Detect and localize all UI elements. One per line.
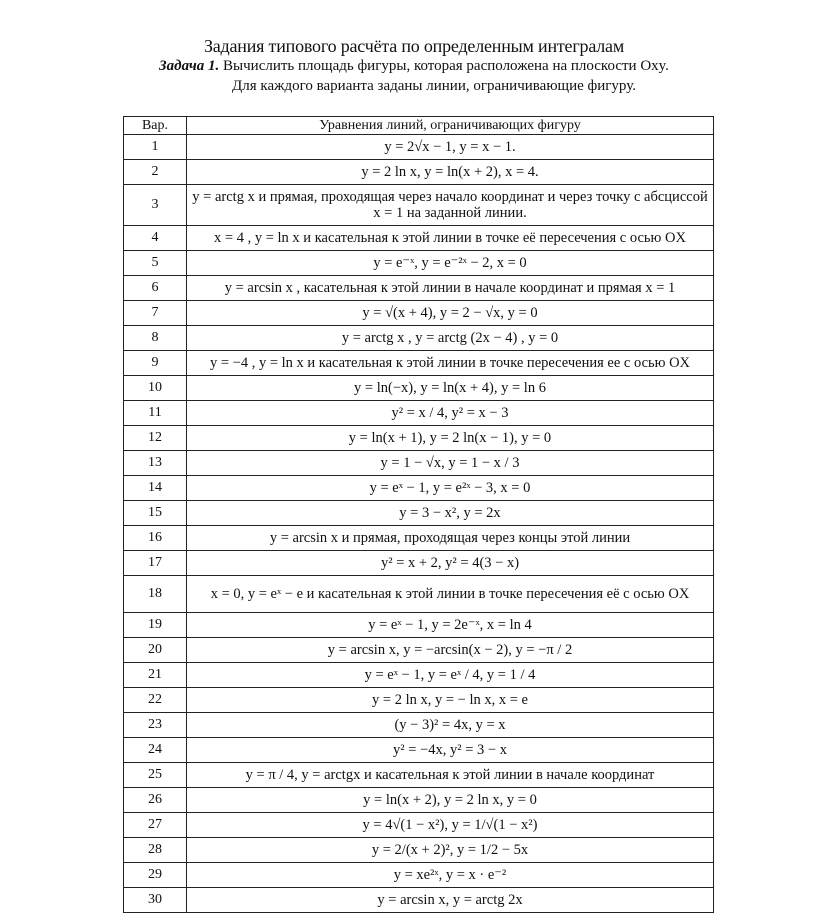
variant-equations: y = 2√x − 1, y = x − 1. (187, 135, 714, 160)
table-row (124, 838, 714, 863)
table-row (124, 501, 714, 526)
variant-number: 3 (124, 185, 187, 226)
variant-number: 2 (124, 160, 187, 185)
variant-number: 29 (124, 863, 187, 888)
column-header-variant: Вар. (124, 117, 187, 135)
variant-equations: y = arctg x , y = arctg (2x − 4) , y = 0 (187, 326, 714, 351)
task-statement (0, 58, 828, 75)
task-subtext: Для каждого варианта заданы линии, ограничивающие фигуру. (232, 78, 636, 94)
variant-number: 15 (124, 501, 187, 526)
table-row (124, 863, 714, 888)
variant-number: 20 (124, 638, 187, 663)
variant-equations: y = ln(x + 1), y = 2 ln(x − 1), y = 0 (187, 426, 714, 451)
variant-number: 30 (124, 888, 187, 913)
table-row (124, 813, 714, 838)
variant-number: 8 (124, 326, 187, 351)
variant-number: 25 (124, 763, 187, 788)
table-row (124, 135, 714, 160)
variant-number: 12 (124, 426, 187, 451)
variant-equations: y = ln(x + 2), y = 2 ln x, y = 0 (187, 788, 714, 813)
variant-number: 17 (124, 551, 187, 576)
task-label: Задача 1. (159, 58, 220, 74)
table-row (124, 888, 714, 913)
table-row (124, 663, 714, 688)
variant-equations: y = 1 − √x, y = 1 − x / 3 (187, 451, 714, 476)
variant-number: 5 (124, 251, 187, 276)
variant-equations: y = 3 − x², y = 2x (187, 501, 714, 526)
variant-equations: y = e⁻ˣ, y = e⁻²ˣ − 2, x = 0 (187, 251, 714, 276)
variant-equations: y = arcsin x, y = arctg 2x (187, 888, 714, 913)
variant-equations: y² = x / 4, y² = x − 3 (187, 401, 714, 426)
variant-equations: y = −4 , y = ln x и касательная к этой линии в точке пересечения ее с осью OX (187, 351, 714, 376)
variant-number: 6 (124, 276, 187, 301)
variant-equations: y² = x + 2, y² = 4(3 − x) (187, 551, 714, 576)
variant-number: 18 (124, 576, 187, 613)
table-row (124, 613, 714, 638)
table-row (124, 251, 714, 276)
variant-equations: y² = −4x, y² = 3 − x (187, 738, 714, 763)
table-row (124, 788, 714, 813)
variant-number: 13 (124, 451, 187, 476)
variant-number: 9 (124, 351, 187, 376)
variant-equations: y = arcsin x, y = −arcsin(x − 2), y = −π / 2 (187, 638, 714, 663)
variant-equations: y = 2/(x + 2)², y = 1/2 − 5x (187, 838, 714, 863)
table-row (124, 688, 714, 713)
variant-number: 24 (124, 738, 187, 763)
variant-number: 19 (124, 613, 187, 638)
table-row (124, 326, 714, 351)
table-row (124, 476, 714, 501)
variant-number: 1 (124, 135, 187, 160)
table-row (124, 638, 714, 663)
variant-number: 7 (124, 301, 187, 326)
variant-number: 21 (124, 663, 187, 688)
variant-number: 4 (124, 226, 187, 251)
table-row (124, 451, 714, 476)
variant-number: 11 (124, 401, 187, 426)
table-row (124, 426, 714, 451)
table-row (124, 763, 714, 788)
variant-equations: y = 4√(1 − x²), y = 1/√(1 − x²) (187, 813, 714, 838)
table-row (124, 576, 714, 613)
variant-number: 27 (124, 813, 187, 838)
variant-equations: y = arcsin x , касательная к этой линии в начале координат и прямая x = 1 (187, 276, 714, 301)
table-row (124, 526, 714, 551)
column-header-equations: Уравнения линий, ограничивающих фигуру (187, 117, 714, 135)
variant-equations: (y − 3)² = 4x, y = x (187, 713, 714, 738)
variant-equations: y = 2 ln x, y = − ln x, x = e (187, 688, 714, 713)
variant-number: 23 (124, 713, 187, 738)
variant-equations: y = ln(−x), y = ln(x + 4), y = ln 6 (187, 376, 714, 401)
table-row (124, 713, 714, 738)
table-header-row (124, 117, 714, 135)
document-title: Задания типового расчёта по определенным интегралам (203, 36, 625, 56)
variant-equations: y = eˣ − 1, y = e²ˣ − 3, x = 0 (187, 476, 714, 501)
table-row (124, 185, 714, 226)
variant-number: 26 (124, 788, 187, 813)
variant-equations: x = 0, y = eˣ − e и касательная к этой линии в точке пересечения её с осью OX (187, 576, 714, 613)
variant-number: 14 (124, 476, 187, 501)
table-row (124, 551, 714, 576)
variant-number: 10 (124, 376, 187, 401)
table-row (124, 276, 714, 301)
variant-equations: y = √(x + 4), y = 2 − √x, y = 0 (187, 301, 714, 326)
variant-equations: y = eˣ − 1, y = 2e⁻ˣ, x = ln 4 (187, 613, 714, 638)
table-row (124, 376, 714, 401)
table-row (124, 401, 714, 426)
variant-number: 22 (124, 688, 187, 713)
variants-table (123, 116, 714, 913)
variant-equations: y = eˣ − 1, y = eˣ / 4, y = 1 / 4 (187, 663, 714, 688)
variant-number: 16 (124, 526, 187, 551)
task-text: Вычислить площадь фигуры, которая расположена на плоскости Oxy. (223, 58, 669, 74)
variant-equations: y = arctg x и прямая, проходящая через начало координат и через точку с абсциссой x = 1 на заданной линии. (187, 185, 714, 226)
table-row (124, 351, 714, 376)
table-row (124, 226, 714, 251)
variant-equations: y = 2 ln x, y = ln(x + 2), x = 4. (187, 160, 714, 185)
table-row (124, 301, 714, 326)
variant-equations: y = xe²ˣ, y = x · e⁻² (187, 863, 714, 888)
table-row (124, 738, 714, 763)
variant-equations: y = arcsin x и прямая, проходящая через концы этой линии (187, 526, 714, 551)
variant-number: 28 (124, 838, 187, 863)
variant-equations: x = 4 , y = ln x и касательная к этой линии в точке её пересечения с осью OX (187, 226, 714, 251)
variant-equations: y = π / 4, y = arctgx и касательная к этой линии в начале координат (187, 763, 714, 788)
table-row (124, 160, 714, 185)
